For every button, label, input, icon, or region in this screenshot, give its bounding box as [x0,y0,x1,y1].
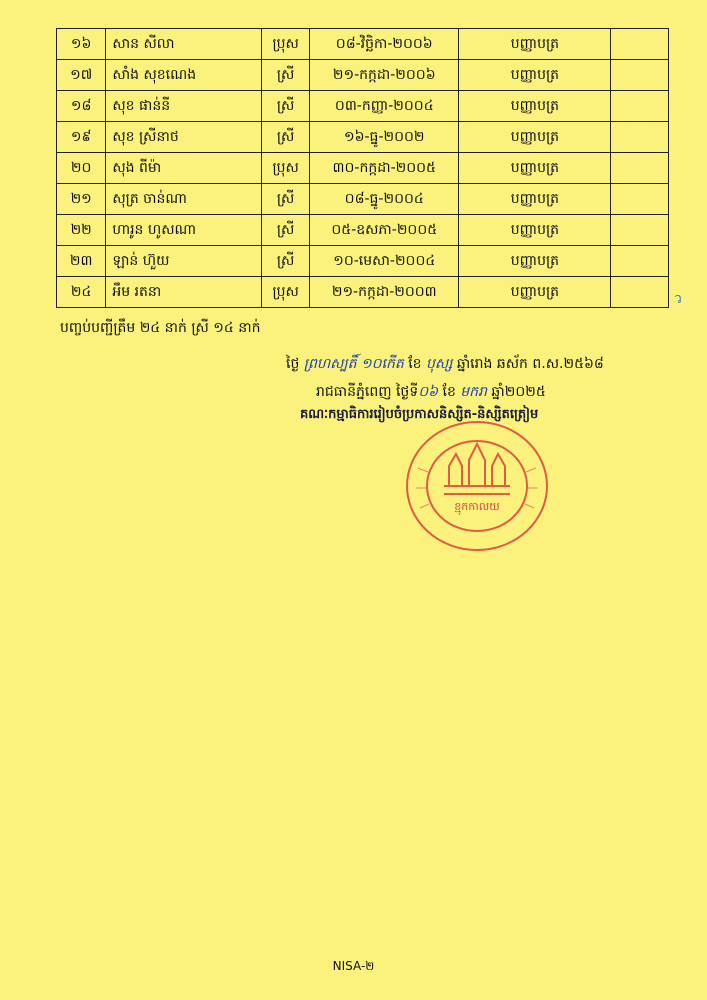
note-cell [611,246,669,277]
note-cell [611,215,669,246]
solar-year: ឆ្នាំ២០២៥ [491,384,546,400]
birth-date: ០៨-ធ្នូ-២០០៤ [310,184,459,215]
certificate-type: បញ្ញាបត្រ [459,29,611,60]
page-footer: NISA-២ [332,959,375,973]
lunar-month-handwritten: បុស្ស [426,356,453,372]
table-row [57,184,669,215]
birth-date: ១០-មេសា-២០០៤ [310,246,459,277]
note-cell [611,122,669,153]
student-name: អឹម រតនា [106,277,262,308]
certificate-type: បញ្ញាបត្រ [459,184,611,215]
lunar-year: ឆ្នាំរោង ឆស័ក ព.ស.២៥៦៨ [456,356,604,372]
row-number: ១៧ [57,60,106,91]
certificate-type: បញ្ញាបត្រ [459,215,611,246]
certificate-type: បញ្ញាបត្រ [459,277,611,308]
row-number: ១៨ [57,91,106,122]
student-name: សាំង សុខណេង [106,60,262,91]
student-sex: ប្រុស [262,29,310,60]
birth-date: ២១-កក្កដា-២០០៣ [310,277,459,308]
student-name: សុត្រ ចាន់ណា [106,184,262,215]
note-cell [611,184,669,215]
table-row [57,60,669,91]
student-name: សុខ ស្រីនាថ [106,122,262,153]
row-number: ១៦ [57,29,106,60]
student-sex: ប្រុស [262,153,310,184]
solar-date [316,382,546,403]
row-number: ២៣ [57,246,106,277]
summary-text: បញ្ចប់បញ្ជីត្រឹម ២៤ នាក់ ស្រី ១៤ នាក់ [60,320,261,336]
student-sex: ប្រុស [262,277,310,308]
solar-day-handwritten: ០៦ [418,384,439,400]
student-sex: ស្រី [262,246,310,277]
birth-date: ៣០-កក្កដា-២០០៥ [310,153,459,184]
solar-prefix: រាជធានីភ្នំពេញ ថ្ងៃទី [316,384,419,400]
note-cell [611,60,669,91]
lunar-date [286,354,604,375]
birth-date: ០៥-ឧសភា-២០០៥ [310,215,459,246]
certificate-type: បញ្ញាបត្រ [459,91,611,122]
certificate-type: បញ្ញាបត្រ [459,60,611,91]
solar-month-label: ខែ [442,384,456,400]
birth-date: ០៨-វិច្ឆិកា-២០០៦ [310,29,459,60]
student-name: សុង ពីម៉ា [106,153,262,184]
table-row [57,246,669,277]
student-name: ហារូន ហូសណា [106,215,262,246]
row-number: ២១ [57,184,106,215]
row-number: ១៩ [57,122,106,153]
seal-text: ខ្មុកកាលយ [454,500,500,513]
table-row [57,91,669,122]
row-number: ២៤ [57,277,106,308]
lunar-month-label: ខែ [408,356,422,372]
solar-month-handwritten: មករា [460,384,487,400]
table-row [57,122,669,153]
note-cell [611,91,669,122]
committee-title: គណៈកម្មាធិការរៀបចំប្រកាសនិស្សិត-និស្សិតត្រៀម [300,407,539,422]
student-name: ឡាន់ ហ៊ួយ [106,246,262,277]
student-sex: ស្រី [262,184,310,215]
student-name: សុខ ផាន់នី [106,91,262,122]
table-row [57,277,669,308]
student-table [56,28,669,308]
certificate-type: បញ្ញាបត្រ [459,246,611,277]
note-cell [611,153,669,184]
certificate-type: បញ្ញាបត្រ [459,153,611,184]
birth-date: ១៦-ធ្នូ-២០០២ [310,122,459,153]
student-sex: ស្រី [262,215,310,246]
certificate-type: បញ្ញាបត្រ [459,122,611,153]
table-row [57,29,669,60]
row-number: ២០ [57,153,106,184]
margin-mark: ว [674,291,682,307]
note-cell [611,277,669,308]
official-seal-icon [404,418,550,554]
table-row [57,153,669,184]
birth-date: ២១-កក្កដា-២០០៦ [310,60,459,91]
student-sex: ស្រី [262,91,310,122]
student-sex: ស្រី [262,122,310,153]
student-name: សាន សីលា [106,29,262,60]
row-number: ២២ [57,215,106,246]
note-cell [611,29,669,60]
student-sex: ស្រី [262,60,310,91]
lunar-day-label: ថ្ងៃ [286,356,300,372]
lunar-day-handwritten: ព្រហស្បតិ៍ ១០កើត [303,356,404,372]
birth-date: ០៣-កញ្ញា-២០០៤ [310,91,459,122]
table-row [57,215,669,246]
